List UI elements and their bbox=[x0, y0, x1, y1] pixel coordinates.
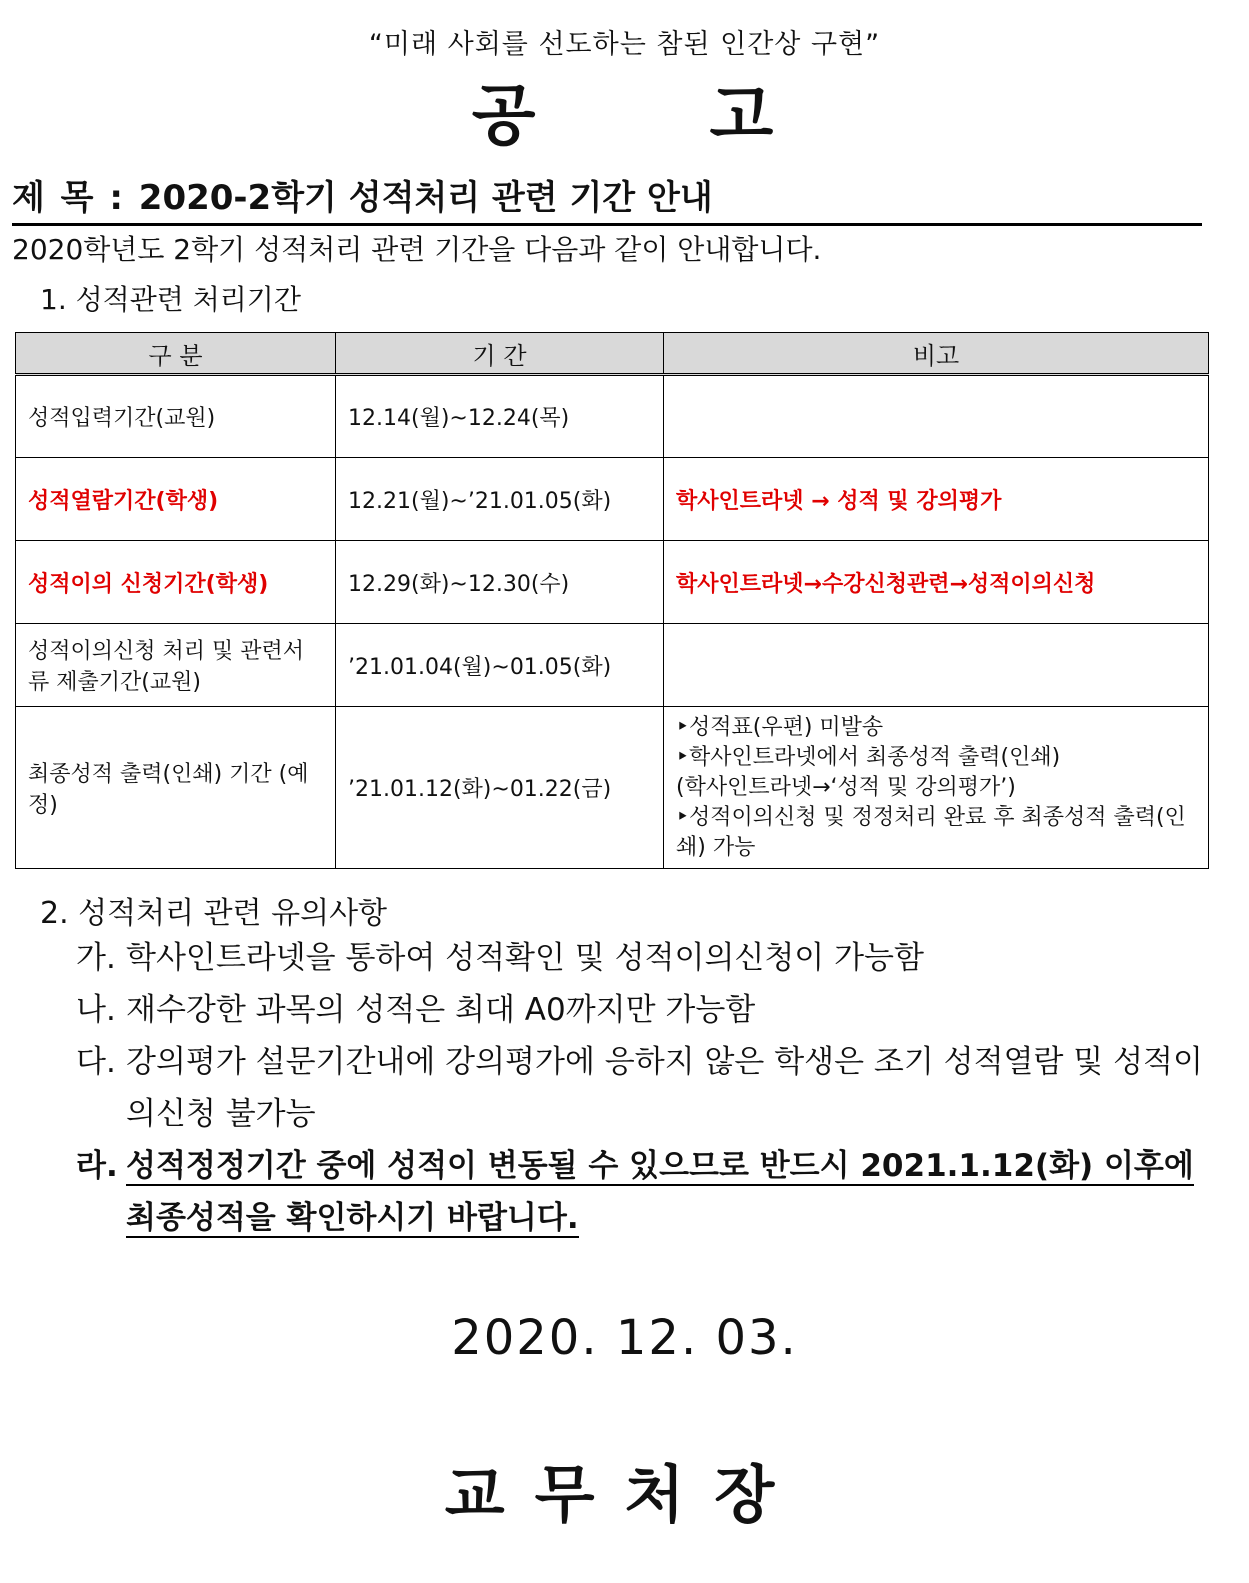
notice-item bbox=[76, 1036, 1206, 1140]
section2-title: 2. 성적처리 관련 유의사항 bbox=[40, 896, 388, 931]
subject-line bbox=[12, 170, 1202, 226]
header-category: 구 분 bbox=[16, 333, 336, 375]
row-period: 12.29(화)~12.30(수) bbox=[336, 541, 664, 624]
row-note-list bbox=[664, 707, 1209, 869]
notice-marker: 다. bbox=[76, 1044, 116, 1080]
note-line: (학사인트라넷→‘성적 및 강의평가’) bbox=[676, 774, 1016, 800]
signature: 교무처장 bbox=[444, 1458, 805, 1531]
row-category: 성적입력기간(교원) bbox=[16, 375, 336, 458]
note-line: ‣학사인트라넷에서 최종성적 출력(인쇄) bbox=[676, 744, 1061, 770]
header-period: 기 간 bbox=[336, 333, 664, 375]
note-line: ‣성적표(우편) 미발송 bbox=[676, 714, 884, 740]
notice-item-important bbox=[76, 1140, 1206, 1244]
row-period: ’21.01.12(화)~01.22(금) bbox=[336, 707, 664, 869]
table-row bbox=[16, 707, 1209, 869]
table-row bbox=[16, 375, 1209, 458]
row-note bbox=[664, 624, 1209, 707]
row-category: 성적열람기간(학생) bbox=[16, 458, 336, 541]
subject-text: 2020-2학기 성적처리 관련 기간 안내 bbox=[138, 178, 713, 218]
row-period: ’21.01.04(월)~01.05(화) bbox=[336, 624, 664, 707]
notice-text: 성적정정기간 중에 성적이 변동될 수 있으므로 반드시 2021.1.12(화) 이후에 최종성적을 확인하시기 바랍니다. bbox=[126, 1148, 1194, 1236]
notice-item bbox=[76, 984, 1206, 1036]
subject-label: 제 목 : bbox=[12, 178, 139, 218]
row-category: 성적이의 신청기간(학생) bbox=[16, 541, 336, 624]
table-row bbox=[16, 541, 1209, 624]
table-row bbox=[16, 458, 1209, 541]
notice-marker: 나. bbox=[76, 992, 116, 1028]
row-note: 학사인트라넷→수강신청관련→성적이의신청 bbox=[664, 541, 1209, 624]
row-category: 최종성적 출력(인쇄) 기간 (예정) bbox=[16, 707, 336, 869]
row-note bbox=[664, 375, 1209, 458]
notice-marker: 가. bbox=[76, 940, 116, 976]
notice-text: 재수강한 과목의 성적은 최대 A0까지만 가능함 bbox=[126, 992, 756, 1028]
intro-text: 2020학년도 2학기 성적처리 관련 기간을 다음과 같이 안내합니다. bbox=[12, 233, 822, 266]
table-row bbox=[16, 624, 1209, 707]
row-category: 성적이의신청 처리 및 관련서류 제출기간(교원) bbox=[16, 624, 336, 707]
table-header-row bbox=[16, 333, 1209, 375]
notice-text: 강의평가 설문기간내에 강의평가에 응하지 않은 학생은 조기 성적열람 및 성적이의신청 불가능 bbox=[126, 1044, 1203, 1132]
slogan: “미래 사회를 선도하는 참된 인간상 구현” bbox=[368, 29, 881, 60]
row-period: 12.21(월)~’21.01.05(화) bbox=[336, 458, 664, 541]
section1-title: 1. 성적관련 처리기간 bbox=[40, 283, 301, 316]
schedule-table bbox=[15, 332, 1209, 869]
notice-marker: 라. bbox=[76, 1148, 118, 1184]
document-title bbox=[0, 62, 1249, 157]
issue-date: 2020. 12. 03. bbox=[451, 1310, 798, 1366]
title-char-left: 공 bbox=[471, 77, 540, 154]
notice-item bbox=[76, 932, 1206, 984]
row-period: 12.14(월)~12.24(목) bbox=[336, 375, 664, 458]
header-note: 비고 bbox=[664, 333, 1209, 375]
notice-text: 학사인트라넷을 통하여 성적확인 및 성적이의신청이 가능함 bbox=[126, 940, 924, 976]
title-char-right: 고 bbox=[709, 77, 778, 154]
row-note: 학사인트라넷 → 성적 및 강의평가 bbox=[664, 458, 1209, 541]
note-line: ‣성적이의신청 및 정정처리 완료 후 최종성적 출력(인쇄) 가능 bbox=[676, 804, 1186, 860]
